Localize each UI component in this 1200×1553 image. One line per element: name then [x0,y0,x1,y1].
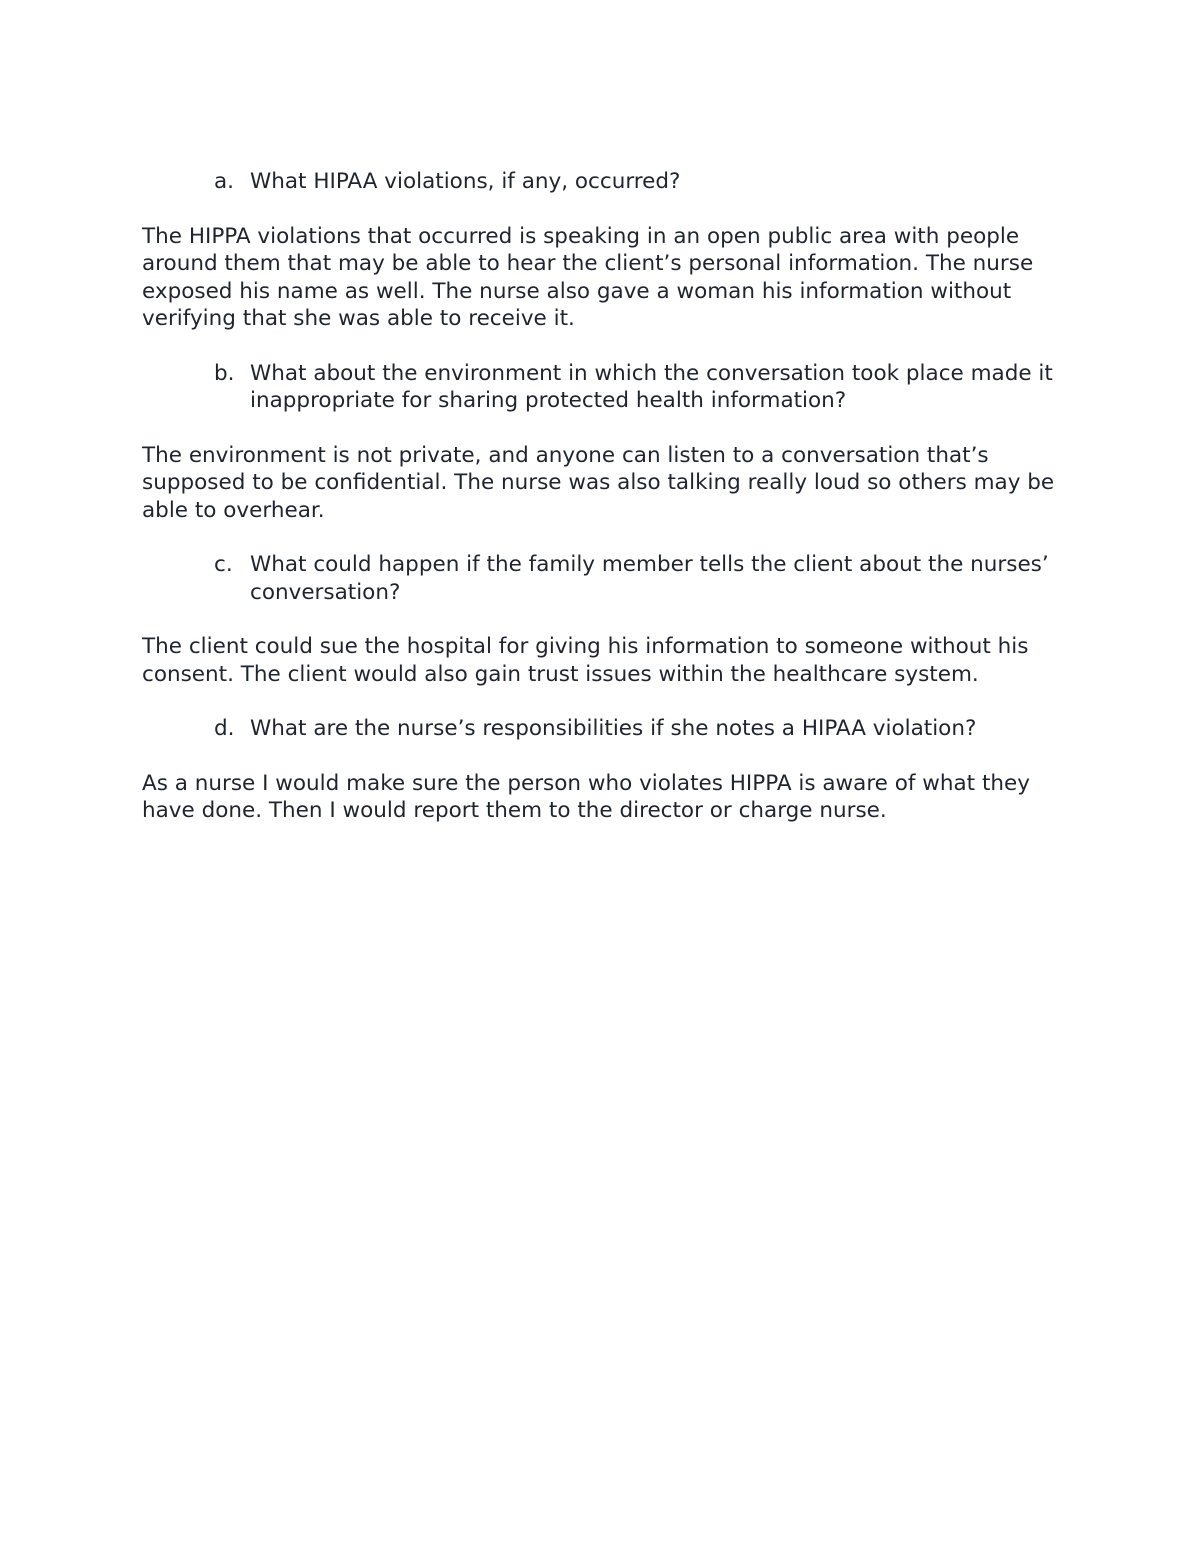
answer-b: The environment is not private, and anyone can listen to a conversation that’s supposed to be confidential. The nurse was also talking really loud so others may be able to overhear. [142,442,1055,523]
question-a [142,168,1072,196]
question-d [142,715,1072,743]
answer-d: As a nurse I would make sure the person who violates HIPPA is aware of what they have done. Then I would report them to the director or charge nurse. [142,770,1030,823]
document-body [142,168,1072,852]
list-marker: d. [214,716,235,741]
list-marker: c. [214,552,233,577]
question-text: What HIPAA violations, if any, occurred? [250,169,681,194]
question-text: What about the environment in which the conversation took place made it inappropriate for sharing protected health information? [250,360,1053,413]
question-text: What could happen if the family member tells the client about the nurses’ conversation? [250,552,1049,605]
question-text: What are the nurse’s responsibilities if she notes a HIPAA violation? [250,716,977,741]
answer-a: The HIPPA violations that occurred is speaking in an open public area with people around them that may be able to hear the client’s personal information. The nurse exposed his name as well. The nurse also gave a woman his information without verifying that she was able to receive it. [142,223,1034,331]
question-c [142,551,1072,606]
answer-c: The client could sue the hospital for giving his information to someone without his consent. The client would also gain trust issues within the healthcare system. [142,634,1029,687]
question-b [142,360,1072,415]
list-marker: b. [214,360,235,386]
list-marker: a. [214,169,235,194]
